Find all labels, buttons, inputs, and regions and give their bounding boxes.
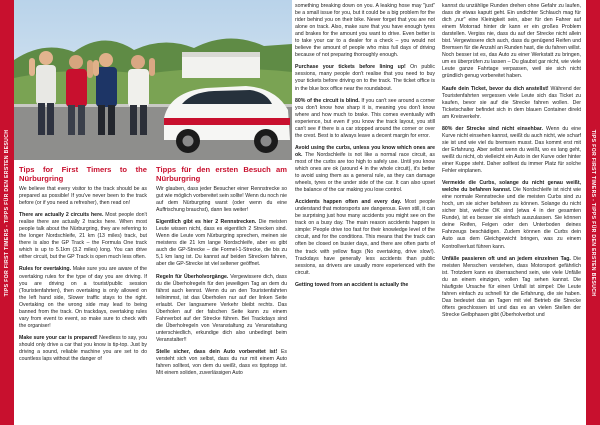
paragraph-lead: Purchase your tickets before lining up! bbox=[295, 64, 406, 71]
article-heading-de: Tipps für den ersten Besuch am Nürburgring bbox=[156, 165, 287, 183]
paragraph bbox=[295, 98, 435, 140]
paragraph-text: The Nordschleife is not like a normal race circuit, as most of the curbs are too high to safely use. Until you know which ones are ok (around 4 in the whole circuit), it's better to avoid using them as a general rule, as they can damage wheels, tyres or the under side of the car. It can also upset the balance of the car making you lose control. bbox=[295, 151, 435, 194]
paragraph-text: Es versteht sich von selbst, dass du nur mit einem Auto fahren solltest, von dem du weißt, dass es tipptopp ist. Mit einem soliden, zuverlässigen Auto bbox=[156, 348, 287, 377]
paragraph-lead: Rules for overtaking. bbox=[19, 266, 72, 273]
side-label-left: TIPS FOR FIRST TIMERS - TIPPS FÜR DEN ERSTEN BESUCH bbox=[4, 129, 10, 296]
paragraph bbox=[19, 335, 147, 363]
paragraph bbox=[295, 64, 435, 92]
paragraph-lead: Unfälle passieren oft und an jedem einzelnen Tag. bbox=[442, 255, 571, 262]
column-en-2 bbox=[295, 3, 435, 421]
paragraph-text: Needless to say, you should only drive a car that you know is tip-top. Just by driving a sound, reliable machine you are set to do countless laps without the danger of bbox=[19, 334, 147, 363]
paragraph-text: something breaking down on you. A leaking hose may "just" be a small issue for you, but it could be a big problem for the rider behind you on their bike. Never forget that you are not alone on track. Also, make sure that you have enough tyres and brakes for the amount you want to drive. Even better is to take your car to a dealer for a check – you would not believe the amount of people who miss full days of driving because of not preparing thoroughly enough. bbox=[295, 3, 435, 59]
paragraph-text: Most people understand that motorsports are dangerous. Even still, it can be surprising just how many accidents you might see on the track on a busy day. The main reason accidents happen is simple: People drive too fast for their knowledge level of the circuit, and for the conditions. This means that the track can often be closed on busier days, and there are often parts of the track with yellow flags (No overtaking, drive slow!). Trackdays have generally less accidents than public sessions, as drivers are usually more experienced with the circuit. bbox=[295, 199, 435, 276]
paragraph bbox=[156, 186, 287, 214]
paragraph-lead: 80% of the circuit is blind. bbox=[295, 97, 360, 104]
paragraph bbox=[442, 126, 581, 175]
column-en-1 bbox=[19, 165, 147, 421]
paragraph bbox=[156, 219, 287, 268]
paragraph-text: Wenn du eine Kurve nicht einsehen kannst, weißt du auch nicht, wie scharf sie ist und wie viel du bremsen musst. Das kommt erst mit der Erfahrung. Aber selbst wenn du weißt, wo es lang geht, weißt du nicht, ob vielleicht ein Auto in der Kurve oder hinter einer Kuppe steht. Daher solltest du immer Platz für solche Fehler einplanen. bbox=[442, 125, 581, 175]
paragraph-lead: Kaufe dein Ticket, bevor du dich anstellst! bbox=[442, 85, 549, 92]
paragraph-text: Die meisten Leute wissen nicht, dass es eigentlich 2 Strecken sind. Wenn die Leute vom Nürburgring sprechen, meinen sie meistens die 21 km lange Nordschleife, aber es gibt auch die GP-Strecke – die Formel-1-Strecke, die bis zu 5,1 km lang ist. Du kannst auf beiden Strecken fahren, aber die GP-Strecke ist viel seltener geöffnet. bbox=[156, 219, 287, 268]
paragraph-lead: There are actually 2 circuits here. bbox=[19, 212, 104, 219]
side-label-right: TIPS FOR FIRST TIMERS - TIPPS FÜR DEN ERSTEN BESUCH bbox=[590, 129, 596, 296]
paragraph bbox=[156, 274, 287, 344]
photo-illustration bbox=[14, 0, 292, 160]
paragraph-text: Die Nordschleife ist nicht wie eine normale Rennstrecke und die meisten Curbs sind zu hoch, um sie sicher befahren zu können. Solange du nicht sicher bist, welche OK sind (etwa 4 in der gesamten Runde), ist es besser sie einfach auszulassen. Sie können deine Reifen, Felgen oder den Unterboden deines Fahrzeugs beschädigen. Zudem können die Curbs dein Auto aus dem Gleichgewicht bringen, was zu einem Kontrollverlust führen kann. bbox=[442, 187, 581, 250]
paragraph bbox=[156, 349, 287, 377]
paragraph bbox=[295, 282, 435, 289]
paragraph-text: We believe that every visitor to the track should be as prepared as possible! If you've never been to the track before (or if you need a refresher), then read on! bbox=[19, 186, 147, 207]
paragraph-lead: Regeln für Überholvorgänge. bbox=[156, 273, 229, 280]
column-de-2 bbox=[442, 3, 581, 421]
hero-photo bbox=[14, 0, 292, 160]
paragraph-text: Most people don't realise there are actually 2 tracks here. When most people talk about the Nürburgring, they are referring to the longer Nordschleife, 21 km (13 miles) track, but there is also the GP Track – the Formula One track which is up to 5.1km (3.2 miles) long. You can drive either circuit, but the GP Track is open much less often. bbox=[19, 212, 147, 261]
paragraph-text: kannst du unzählige Runden drehen ohne Gefahr zu laufen, dass dir etwas kaputt geht. Ein undichter Schlauch mag für dich „nur" eine Kleinigkeit sein, aber für den Fahrer auf einem Motorrad hinter dir kann er ein großes Problem darstellen. Vergiss nie, dass du auf der Strecke nicht allein bist. Vergewissere dich auch, dass du genügend Reifen und Bremsen für die Anzahl an Runden hast, die du fahren willst. Noch besser ist es, das Auto zu einer Werkstatt zu bringen, um es überprüfen zu lassen – Du glaubst gar nicht, wie viele Leute ganze Fahrtage verpassen, weil sie sich nicht gründlich genug vorbereitet haben. bbox=[442, 3, 581, 80]
paragraph bbox=[295, 3, 435, 59]
paragraph bbox=[19, 186, 147, 207]
paragraph-lead: Eigentlich gibt es hier 2 Rennstrecken. bbox=[156, 219, 257, 226]
paragraph-text: Wir glauben, dass jeder Besucher einer Rennstrecke so gut wie möglich vorbereitet sein sollte! Wenn du noch nie auf dem Nürburgring warst (oder wenn du eine Auffrischung brauchst), dann lies weiter! bbox=[156, 186, 287, 214]
side-banner-left bbox=[0, 0, 14, 425]
paragraph bbox=[442, 180, 581, 250]
paragraph bbox=[442, 86, 581, 121]
paragraph-lead: Getting towed from an accident is actually the bbox=[295, 281, 409, 288]
paragraph bbox=[442, 3, 581, 81]
paragraph-lead: Stelle sicher, dass dein Auto vorbereitet ist! bbox=[156, 348, 278, 355]
paragraph-text: Vergewissere dich, dass du die Überholregeln für den jeweiligen Tag an dem du fährst auch kennst. Wenn du an den Touristenfahrten teilnimmst, ist das Überholen nur auf der linken Seite erlaubt. Der langsamere Verkehr bleibt rechts. Das Überholen auf der falschen Seite kann zu einem Fahrverbot auf der Strecke führen. Bei Trackdays sind die Überholregeln von Veranstaltung zu Veranstaltung unterschiedlich, erkundige dich also unbedingt beim Veranstalter!! bbox=[156, 273, 287, 343]
column-de-1 bbox=[156, 165, 287, 421]
paragraph-text: On public sessions, many people don't realise that you need to buy your tickets before driving on to the track. The ticket office is in the blue box office near the roundabout. bbox=[295, 64, 435, 92]
paragraph bbox=[19, 266, 147, 329]
paragraph bbox=[295, 199, 435, 277]
paragraph-lead: Avoid using the curbs, unless you know which ones are ok. bbox=[295, 144, 435, 158]
paragraph-lead: 80% der Strecke sind nicht einsehbar. bbox=[442, 125, 543, 132]
paragraph-text: Make sure you are aware of the overtaking rules for the type of day you are driving. If you are driving on a tourist/public session (Touristenfahrten), then overtaking is only allowed on the left hand side, Slower traffic stays to the right. Overtaking on the wrong side may lead to being banned from the track. On trackdays, overtaking rules vary from event to event, so make sure to check with the organiser! bbox=[19, 266, 147, 329]
paragraph bbox=[442, 256, 581, 319]
paragraph bbox=[19, 212, 147, 261]
side-banner-right bbox=[586, 0, 600, 425]
paragraph-lead: Make sure your car is prepared! bbox=[19, 334, 98, 341]
paragraph bbox=[295, 145, 435, 194]
paragraph-text: Während der Touristenfahrten vergessen viele Leute sich das Ticket zu kaufen, bevor sie auf die Strecke fahren wollen. Der Ticketschalter befindet sich in dem blauen Container direkt am Kreisverkehr. bbox=[442, 85, 581, 120]
paragraph-text: If you can't see around a corner you don't know how sharp it is, meaning you don't know where and how much to brake. This comes eventually with experience, but even if you know the track layout, you still can't see if there is a car stopped around the corner or over the crest. Best is to always leave a decent margin for error. bbox=[295, 97, 435, 139]
paragraph-lead: Vermeide die Curbs, solange du nicht genau weißt, welche du befahren kannst. bbox=[442, 180, 581, 194]
paragraph-lead: Accidents happen often and every day. bbox=[295, 199, 402, 206]
article-heading-en: Tips for First Timers to the Nürburgring bbox=[19, 165, 147, 183]
paragraph-text: Die meisten Menschen verstehen, dass Motorsport gefährlich ist. Trotzdem kann es überraschend sein, wie viele Unfälle du an einem einzigen, vollen Tag sehen kannst. Die häufigste Ursache für einen Unfall ist simpel: Die Leute fahren einfach zu schnell für die Erfahrung, die sie haben. Das bedeutet das an Tagen mit viel Betrieb die Strecke öfters geschlossen ist und das es an vielen Stellen der Strecke Gelbphasen gibt (Überholverbot und bbox=[442, 255, 581, 318]
